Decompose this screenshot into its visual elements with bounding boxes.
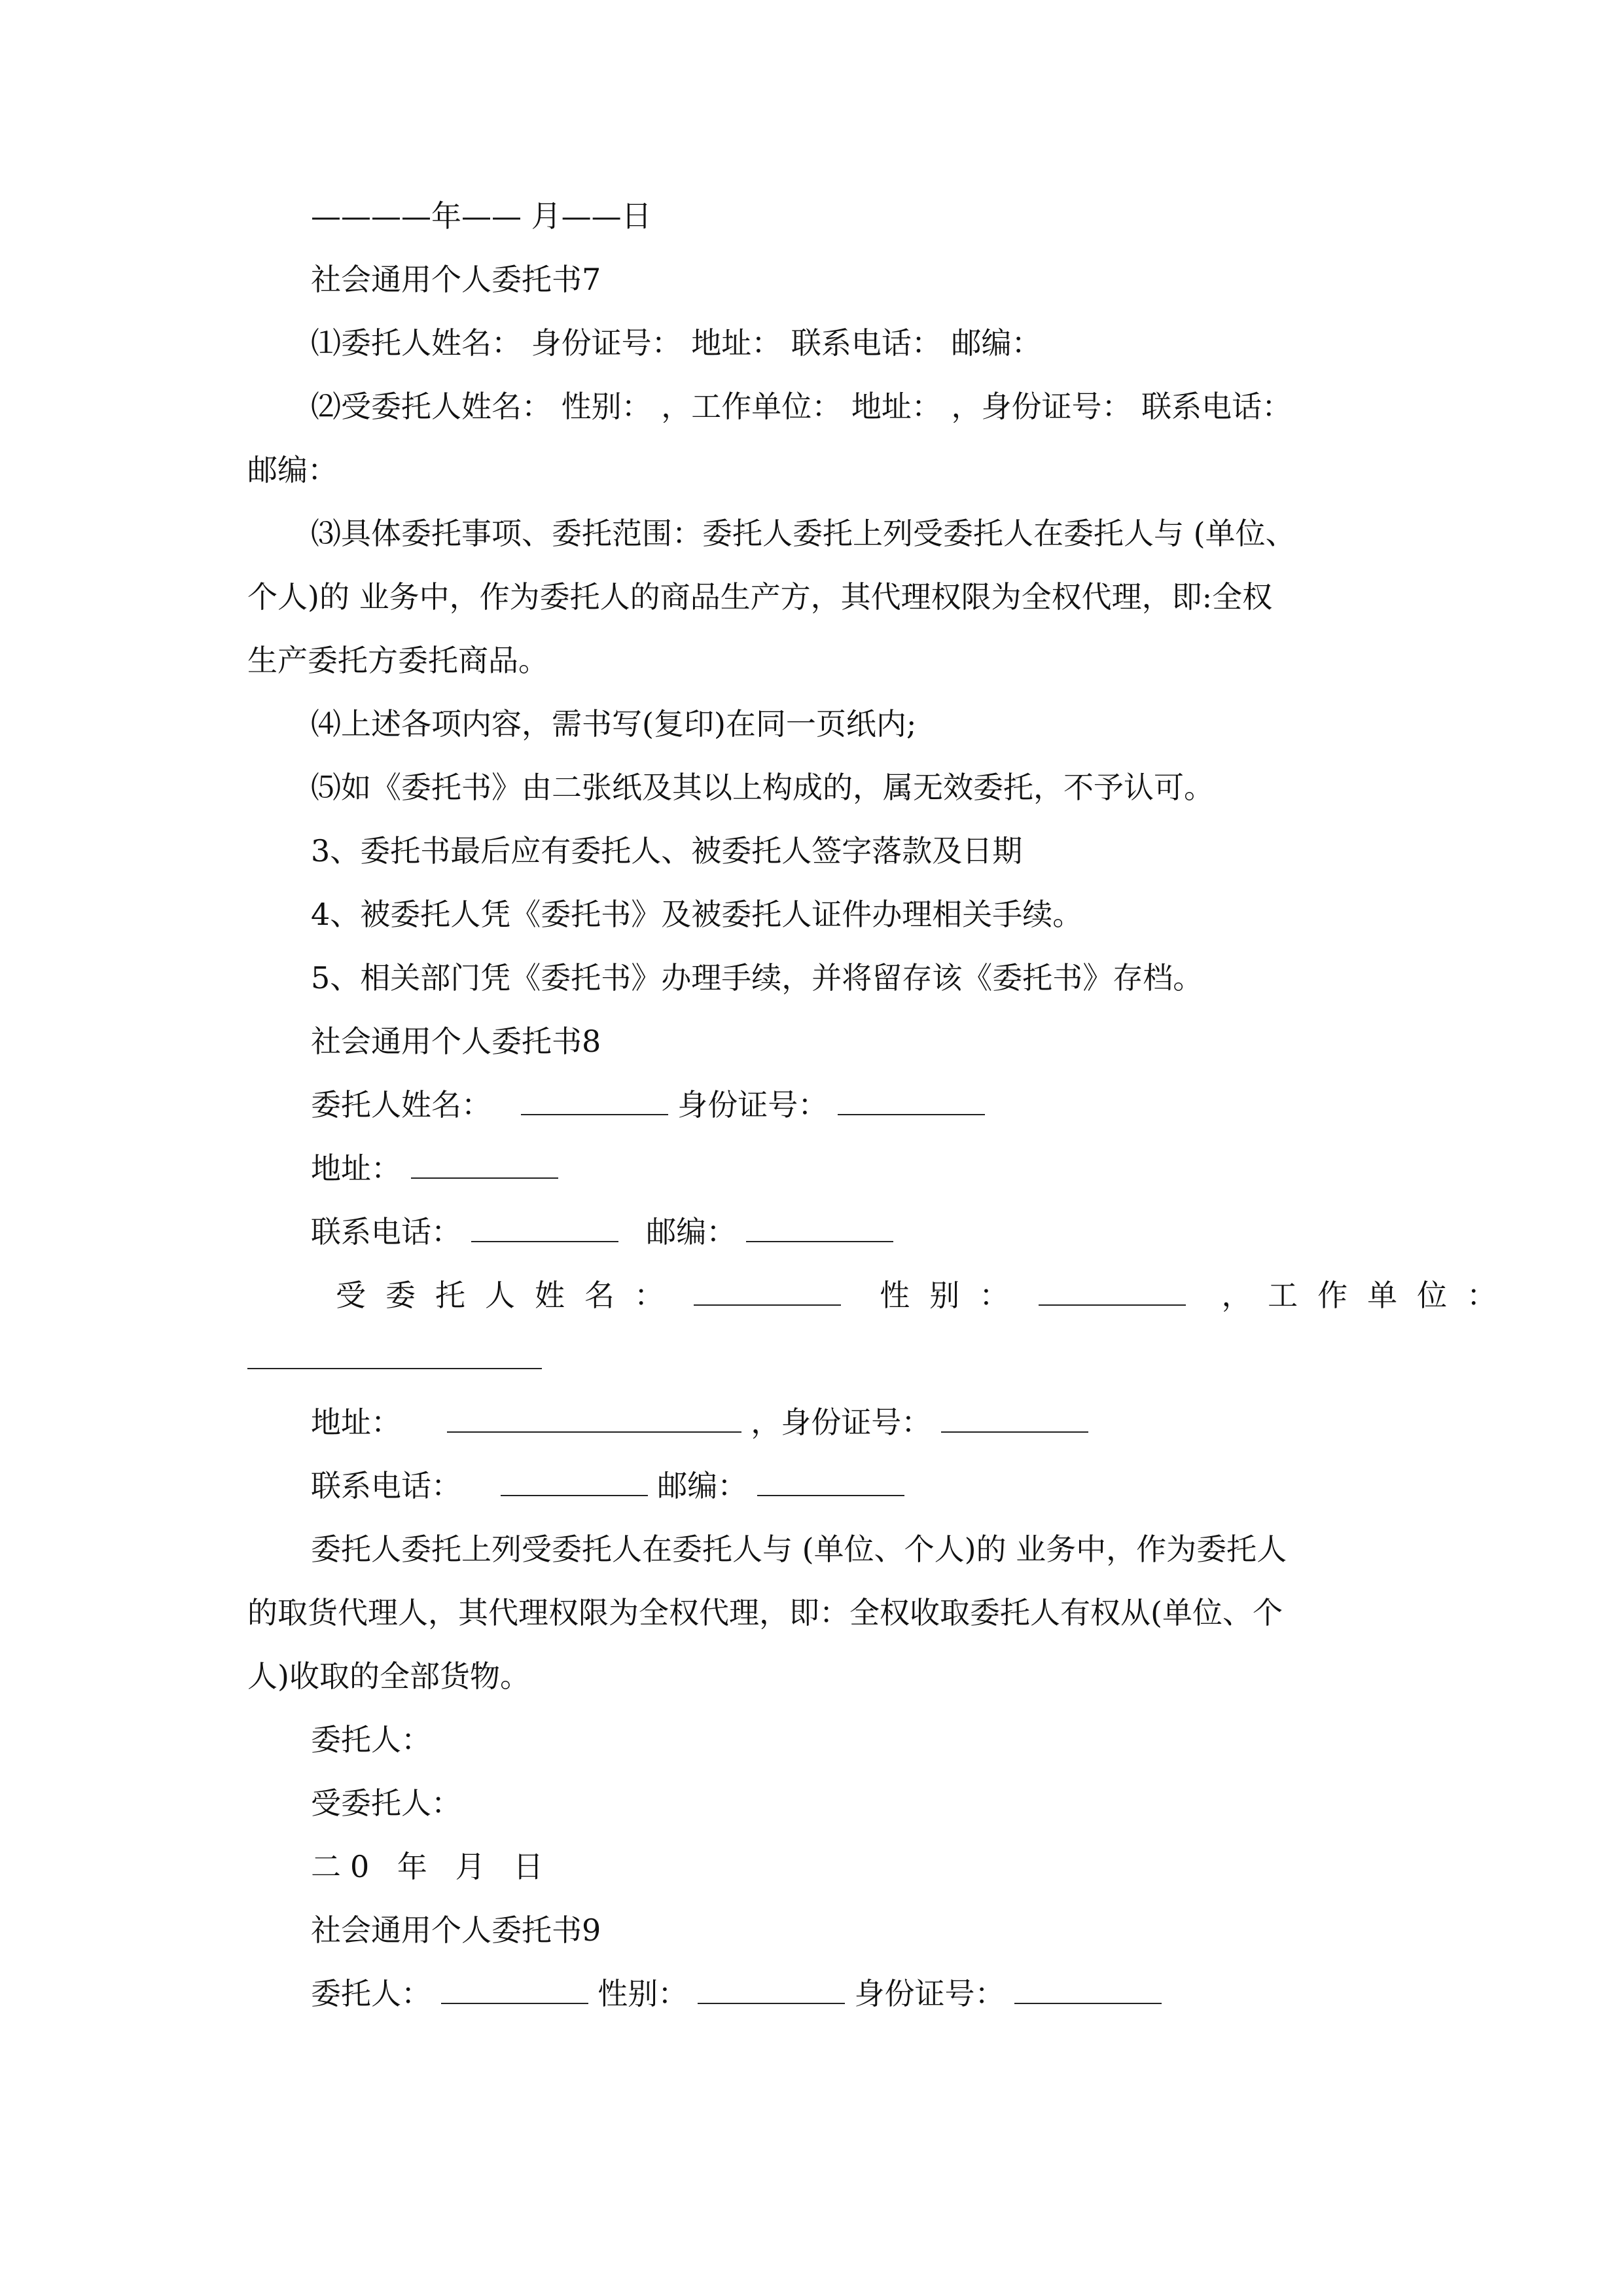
- item-5-line: ⑸如《委托书》由二张纸及其以上构成的，属无效委托，不予认可。: [311, 770, 1214, 805]
- phone-label: 联系电话：: [311, 1214, 461, 1249]
- gender-blank[interactable]: [1039, 1278, 1186, 1306]
- client-id-label: 身份证号：: [677, 1087, 829, 1122]
- heading-letter-8: 社会通用个人委托书8: [311, 1024, 601, 1059]
- para8-line-2: 的取货代理人，其代理权限为全权代理，即：全权收取委托人有权从(单位、个: [247, 1595, 1283, 1630]
- note-5-line: 5、相关部门凭《委托书》办理手续，并将留存该《委托书》存档。: [311, 960, 1204, 996]
- agent-address-label: 地址：: [311, 1405, 401, 1440]
- item-1-line: ⑴委托人姓名： 身份证号： 地址： 联系电话： 邮编：: [311, 325, 1042, 361]
- heading-letter-7: 社会通用个人委托书7: [311, 262, 601, 297]
- form9-gender-label: 性别：: [597, 1976, 688, 2011]
- agent-id-label: ，身份证号：: [751, 1405, 932, 1440]
- item-3-line-3: 生产委托方委托商品。: [247, 643, 548, 678]
- sign8-date: 二0 年 月 日: [311, 1849, 553, 1884]
- date-line-top: ————年—— 月——日: [311, 198, 652, 234]
- form8-client-row: [311, 1085, 985, 1124]
- address-label: 地址：: [311, 1151, 401, 1186]
- client-id-blank[interactable]: [838, 1088, 985, 1115]
- form9-id-blank[interactable]: [1014, 1977, 1162, 2004]
- heading-letter-9: 社会通用个人委托书9: [311, 1912, 601, 1948]
- agent-id-blank[interactable]: [941, 1405, 1088, 1433]
- client-name-blank[interactable]: [521, 1088, 668, 1115]
- sign8-client: 委托人：: [311, 1722, 431, 1757]
- postcode-blank[interactable]: [746, 1215, 893, 1242]
- form9-client-label: 委托人：: [311, 1976, 431, 2011]
- client-name-label: 委托人姓名：: [311, 1087, 491, 1122]
- form8-contact-row: [311, 1212, 893, 1251]
- item-3-line-2: 个人)的 业务中，作为委托人的商品生产方，其代理权限为全权代理，即:全权: [247, 579, 1273, 615]
- form8-agent-row: [336, 1276, 1516, 1315]
- agent-address-blank[interactable]: [447, 1405, 741, 1433]
- agent-name-label: 受委托人姓名：: [336, 1278, 684, 1313]
- comma-separator: ，: [1221, 1278, 1252, 1313]
- item-2-line: ⑵受委托人姓名： 性别： ，工作单位： 地址： ，身份证号： 联系电话：: [311, 389, 1293, 424]
- agent-phone-blank[interactable]: [501, 1469, 648, 1496]
- form8-agent-address-row: [311, 1403, 1088, 1442]
- agent-postcode-blank[interactable]: [757, 1469, 904, 1496]
- item-3-line-1: ⑶具体委托事项、委托范围：委托人委托上列受委托人在委托人与 (单位、: [311, 516, 1296, 551]
- para8-line-1: 委托人委托上列受委托人在委托人与 (单位、个人)的 业务中，作为委托人: [311, 1532, 1287, 1567]
- gender-label: 性别：: [880, 1278, 1029, 1313]
- workplace-blank[interactable]: [247, 1342, 542, 1369]
- form8-agent-contact-row: [311, 1466, 904, 1505]
- para8-line-3: 人)收取的全部货物。: [247, 1659, 530, 1694]
- form9-row: [311, 1974, 1162, 2013]
- form8-address-row: [311, 1149, 558, 1188]
- workplace-label: 工作单位：: [1268, 1278, 1517, 1313]
- item-2-continuation: 邮编：: [247, 452, 338, 488]
- form8-workplace-blank-row: [247, 1339, 542, 1378]
- form9-gender-blank[interactable]: [698, 1977, 845, 2004]
- agent-phone-label: 联系电话：: [311, 1468, 461, 1503]
- phone-blank[interactable]: [471, 1215, 618, 1242]
- item-4-line: ⑷上述各项内容，需书写(复印)在同一页纸内;: [311, 706, 917, 742]
- address-blank[interactable]: [411, 1151, 558, 1179]
- postcode-label: 邮编：: [646, 1214, 737, 1249]
- agent-name-blank[interactable]: [694, 1278, 841, 1306]
- note-4-line: 4、被委托人凭《委托书》及被委托人证件办理相关手续。: [311, 897, 1083, 932]
- note-3-line: 3、委托书最后应有委托人、被委托人签字落款及日期: [311, 833, 1023, 869]
- form9-id-label: 身份证号：: [854, 1976, 1005, 2011]
- form9-client-blank[interactable]: [441, 1977, 588, 2004]
- agent-postcode-label: 邮编：: [657, 1468, 748, 1503]
- sign8-agent: 受委托人：: [311, 1785, 461, 1821]
